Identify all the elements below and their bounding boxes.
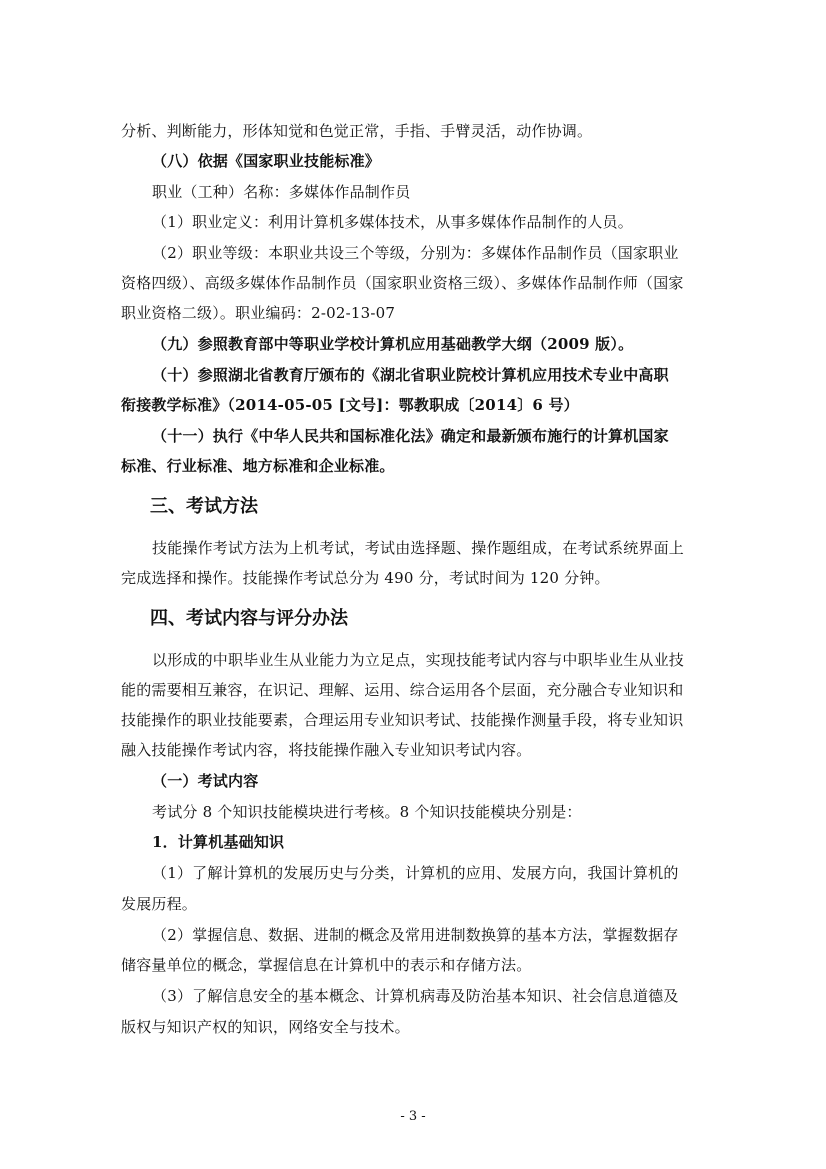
section-heading-10: （十）参照湖北省教育厅颁布的《湖北省职业院校计算机应用技术专业中高职 — [152, 366, 669, 384]
section-heading-10-cont: 衔接教学标准》（2014-05-05 [文号]：鄂教职成〔2014〕6 号） — [121, 396, 579, 414]
paragraph-line: （2）掌握信息、数据、进制的概念及常用进制数换算的基本方法，掌握数据存 — [152, 926, 679, 944]
paragraph-line: 版权与知识产权的知识，网络安全与技术。 — [121, 1018, 410, 1036]
paragraph-line: 能的需要相互兼容，在识记、理解、运用、综合运用各个层面，充分融合专业知识和 — [121, 681, 684, 699]
paragraph-line: （1）了解计算机的发展历史与分类，计算机的应用、发展方向，我国计算机的 — [152, 864, 679, 882]
heading-exam-method: 三、考试方法 — [150, 496, 258, 517]
heading-exam-content-scoring: 四、考试内容与评分办法 — [150, 608, 348, 629]
paragraph-line: 职业（工种）名称：多媒体作品制作员 — [152, 183, 411, 201]
paragraph-line: 考试分 8 个知识技能模块进行考核。8 个知识技能模块分别是： — [152, 803, 582, 821]
paragraph-line: 以形成的中职毕业生从业能力为立足点，实现技能考试内容与中职毕业生从业技 — [152, 651, 685, 669]
paragraph-line: 发展历程。 — [121, 895, 198, 913]
paragraph-line: 完成选择和操作。技能操作考试总分为 490 分，考试时间为 120 分钟。 — [121, 569, 610, 587]
paragraph-line: 储容量单位的概念，掌握信息在计算机中的表示和存储方法。 — [121, 956, 532, 974]
paragraph-line: （2）职业等级：本职业共设三个等级，分别为：多媒体作品制作员（国家职业 — [152, 244, 679, 262]
page-number: - 3 - — [400, 1109, 426, 1124]
subheading-exam-content: （一）考试内容 — [152, 772, 259, 790]
section-heading-11-cont: 标准、行业标准、地方标准和企业标准。 — [121, 457, 395, 475]
paragraph-line: 分析、判断能力，形体知觉和色觉正常，手指、手臂灵活，动作协调。 — [121, 122, 593, 140]
paragraph-line: 融入技能操作考试内容，将技能操作融入专业知识考试内容。 — [121, 741, 532, 759]
paragraph-line: （3）了解信息安全的基本概念、计算机病毒及防治基本知识、社会信息道德及 — [152, 987, 679, 1005]
paragraph-line: 技能操作的职业技能要素，合理运用专业知识考试、技能操作测量手段，将专业知识 — [121, 711, 684, 729]
paragraph-line: 职业资格二级）。职业编码：2-02-13-07 — [121, 304, 396, 322]
subheading-computer-basics: 1．计算机基础知识 — [152, 833, 285, 851]
section-heading-11: （十一）执行《中华人民共和国标准化法》确定和最新颁布施行的计算机国家 — [152, 427, 669, 445]
section-heading-8: （八）依据《国家职业技能标准》 — [152, 152, 381, 170]
paragraph-line: 技能操作考试方法为上机考试，考试由选择题、操作题组成，在考试系统界面上 — [152, 539, 685, 557]
paragraph-line: （1）职业定义：利用计算机多媒体技术，从事多媒体作品制作的人员。 — [152, 213, 633, 231]
section-heading-9: （九）参照教育部中等职业学校计算机应用基础教学大纲（2009 版）。 — [152, 335, 634, 353]
paragraph-line: 资格四级）、高级多媒体作品制作员（国家职业资格三级）、多媒体作品制作师（国家 — [121, 274, 684, 292]
